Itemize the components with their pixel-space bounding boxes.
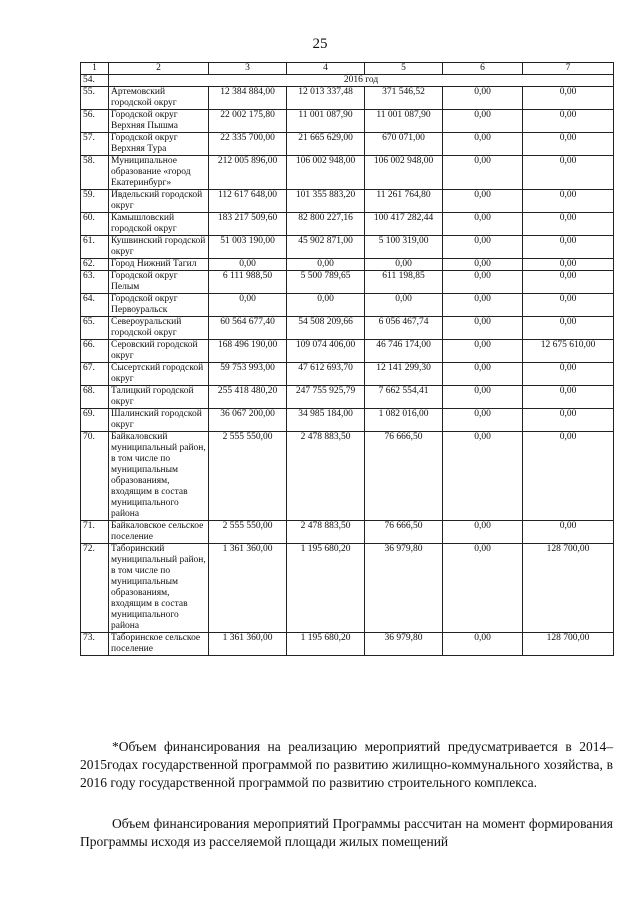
cell-col5: 11 001 087,90 [365,110,443,133]
cell-col3: 22 335 700,00 [209,133,287,156]
cell-col6: 0,00 [443,213,523,236]
cell-col4: 101 355 883,20 [287,190,365,213]
cell-col4: 0,00 [287,259,365,271]
cell-col6: 0,00 [443,521,523,544]
cell-col5: 76 666,50 [365,521,443,544]
cell-col6: 0,00 [443,236,523,259]
cell-col5: 100 417 282,44 [365,213,443,236]
row-name: Городской округ Верхняя Тура [109,133,209,156]
cell-col5: 11 261 764,80 [365,190,443,213]
page-number: 25 [312,36,328,52]
column-header: 3 [209,63,287,75]
cell-col4: 247 755 925,79 [287,386,365,409]
cell-col6: 0,00 [443,409,523,432]
row-number: 69. [81,409,109,432]
row-name: Байкаловское сельское поселение [109,521,209,544]
row-name: Городской округ Верхняя Пышма [109,110,209,133]
row-name: Сысертский городской округ [109,363,209,386]
row-name: Североуральский городской округ [109,317,209,340]
cell-col7: 0,00 [523,521,614,544]
cell-col5: 1 082 016,00 [365,409,443,432]
cell-col6: 0,00 [443,363,523,386]
row-number: 58. [81,156,109,190]
cell-col4: 21 665 629,00 [287,133,365,156]
cell-col4: 82 800 227,16 [287,213,365,236]
cell-col5: 0,00 [365,294,443,317]
cell-col4: 1 195 680,20 [287,544,365,633]
row-number: 70. [81,432,109,521]
row-number: 73. [81,633,109,656]
cell-col5: 12 141 299,30 [365,363,443,386]
table-row [81,432,614,521]
cell-col5: 5 100 319,00 [365,236,443,259]
cell-col7: 0,00 [523,156,614,190]
cell-col6: 0,00 [443,156,523,190]
row-number: 65. [81,317,109,340]
table-row [81,259,614,271]
cell-col7: 0,00 [523,259,614,271]
row-number: 72. [81,544,109,633]
cell-col7: 0,00 [523,317,614,340]
cell-col6: 0,00 [443,87,523,110]
table-row [81,386,614,409]
table-row [81,317,614,340]
cell-col5: 371 546,52 [365,87,443,110]
table-row [81,294,614,317]
row-number: 64. [81,294,109,317]
row-name: Городской округ Первоуральск [109,294,209,317]
row-name: Ивдельский городской округ [109,190,209,213]
table-row [81,409,614,432]
footnote: *Объем финансирования на реализацию мероприятий предусматривается в 2014–2015годах государственной программой по развитию жилищно-коммунального хозяйства, в 2016 году государственной программой по развитию строительного комплекса. [80,739,613,790]
cell-col3: 1 361 360,00 [209,544,287,633]
row-number: 56. [81,110,109,133]
financing-table [80,62,614,656]
cell-col4: 2 478 883,50 [287,432,365,521]
cell-col3: 60 564 677,40 [209,317,287,340]
cell-col5: 36 979,80 [365,544,443,633]
row-number: 71. [81,521,109,544]
cell-col6: 0,00 [443,271,523,294]
cell-col4: 2 478 883,50 [287,521,365,544]
cell-col7: 0,00 [523,213,614,236]
table-row [81,271,614,294]
cell-col4: 12 013 337,48 [287,87,365,110]
cell-col6: 0,00 [443,259,523,271]
cell-col4: 54 508 209,66 [287,317,365,340]
table-row [81,87,614,110]
cell-col4: 0,00 [287,294,365,317]
cell-col4: 5 500 789,65 [287,271,365,294]
cell-col6: 0,00 [443,544,523,633]
table-row [81,544,614,633]
row-number: 62. [81,259,109,271]
table-row [81,156,614,190]
row-name: Камышловский городской округ [109,213,209,236]
table-row [81,133,614,156]
table-row [81,190,614,213]
cell-col5: 670 071,00 [365,133,443,156]
cell-col7: 128 700,00 [523,544,614,633]
column-header: 4 [287,63,365,75]
cell-col3: 36 067 200,00 [209,409,287,432]
table-row [81,363,614,386]
row-number: 67. [81,363,109,386]
row-number: 61. [81,236,109,259]
row-number: 66. [81,340,109,363]
cell-col3: 183 217 509,60 [209,213,287,236]
cell-col7: 12 675 610,00 [523,340,614,363]
cell-col3: 12 384 884,00 [209,87,287,110]
cell-col5: 611 198,85 [365,271,443,294]
cell-col7: 0,00 [523,133,614,156]
row-name: Серовский городской округ [109,340,209,363]
row-name: Городской округ Пелым [109,271,209,294]
cell-col7: 0,00 [523,110,614,133]
cell-col4: 47 612 693,70 [287,363,365,386]
cell-col3: 6 111 988,50 [209,271,287,294]
row-name: Байкаловский муниципальный район, в том числе по муниципальным образованиям, входящим в состав муниципального района [109,432,209,521]
year-label: 2016 год [109,75,614,87]
row-name: Артемовский городской округ [109,87,209,110]
cell-col3: 51 003 190,00 [209,236,287,259]
table-row [81,521,614,544]
cell-col5: 6 056 467,74 [365,317,443,340]
cell-col6: 0,00 [443,340,523,363]
table-row [81,633,614,656]
cell-col3: 112 617 648,00 [209,190,287,213]
column-header: 5 [365,63,443,75]
cell-col6: 0,00 [443,110,523,133]
cell-col4: 1 195 680,20 [287,633,365,656]
cell-col7: 0,00 [523,236,614,259]
cell-col7: 0,00 [523,409,614,432]
cell-col7: 128 700,00 [523,633,614,656]
row-name: Таборинский муниципальный район, в том числе по муниципальным образованиям, входящим в состав муниципального района [109,544,209,633]
row-number: 63. [81,271,109,294]
column-header: 7 [523,63,614,75]
row-number: 55. [81,87,109,110]
cell-col3: 1 361 360,00 [209,633,287,656]
row-number: 59. [81,190,109,213]
row-number: 57. [81,133,109,156]
cell-col6: 0,00 [443,633,523,656]
cell-col4: 106 002 948,00 [287,156,365,190]
cell-col4: 34 985 184,00 [287,409,365,432]
column-header: 1 [81,63,109,75]
cell-col6: 0,00 [443,294,523,317]
row-name: Кушвинский городской округ [109,236,209,259]
cell-col4: 45 902 871,00 [287,236,365,259]
row-number: 54. [81,75,109,87]
body-paragraph: Объем финансирования мероприятий Программы рассчитан на момент формирования Программы исходя из расселяемой площади жилых помещений [80,816,613,849]
row-name: Шалинский городской округ [109,409,209,432]
table-row [81,213,614,236]
row-name: Муниципальное образование «город Екатеринбург» [109,156,209,190]
cell-col3: 168 496 190,00 [209,340,287,363]
cell-col5: 76 666,50 [365,432,443,521]
cell-col7: 0,00 [523,190,614,213]
cell-col4: 11 001 087,90 [287,110,365,133]
cell-col6: 0,00 [443,386,523,409]
cell-col7: 0,00 [523,363,614,386]
cell-col3: 2 555 550,00 [209,432,287,521]
column-header: 2 [109,63,209,75]
cell-col7: 0,00 [523,432,614,521]
cell-col6: 0,00 [443,190,523,213]
cell-col5: 7 662 554,41 [365,386,443,409]
table-row [81,340,614,363]
row-number: 68. [81,386,109,409]
cell-col6: 0,00 [443,317,523,340]
cell-col3: 212 005 896,00 [209,156,287,190]
cell-col3: 22 002 175,80 [209,110,287,133]
row-name: Талицкий городской округ [109,386,209,409]
cell-col4: 109 074 406,00 [287,340,365,363]
cell-col6: 0,00 [443,133,523,156]
cell-col5: 46 746 174,00 [365,340,443,363]
table-row [81,110,614,133]
column-header: 6 [443,63,523,75]
cell-col3: 2 555 550,00 [209,521,287,544]
cell-col5: 36 979,80 [365,633,443,656]
cell-col7: 0,00 [523,294,614,317]
row-name: Город Нижний Тагил [109,259,209,271]
cell-col5: 106 002 948,00 [365,156,443,190]
cell-col7: 0,00 [523,87,614,110]
column-number-row [81,63,614,75]
cell-col3: 59 753 993,00 [209,363,287,386]
cell-col7: 0,00 [523,386,614,409]
cell-col7: 0,00 [523,271,614,294]
cell-col3: 0,00 [209,294,287,317]
cell-col6: 0,00 [443,432,523,521]
row-name: Таборинское сельское поселение [109,633,209,656]
row-number: 60. [81,213,109,236]
cell-col3: 255 418 480,20 [209,386,287,409]
table-row [81,236,614,259]
year-row [81,75,614,87]
cell-col5: 0,00 [365,259,443,271]
cell-col3: 0,00 [209,259,287,271]
